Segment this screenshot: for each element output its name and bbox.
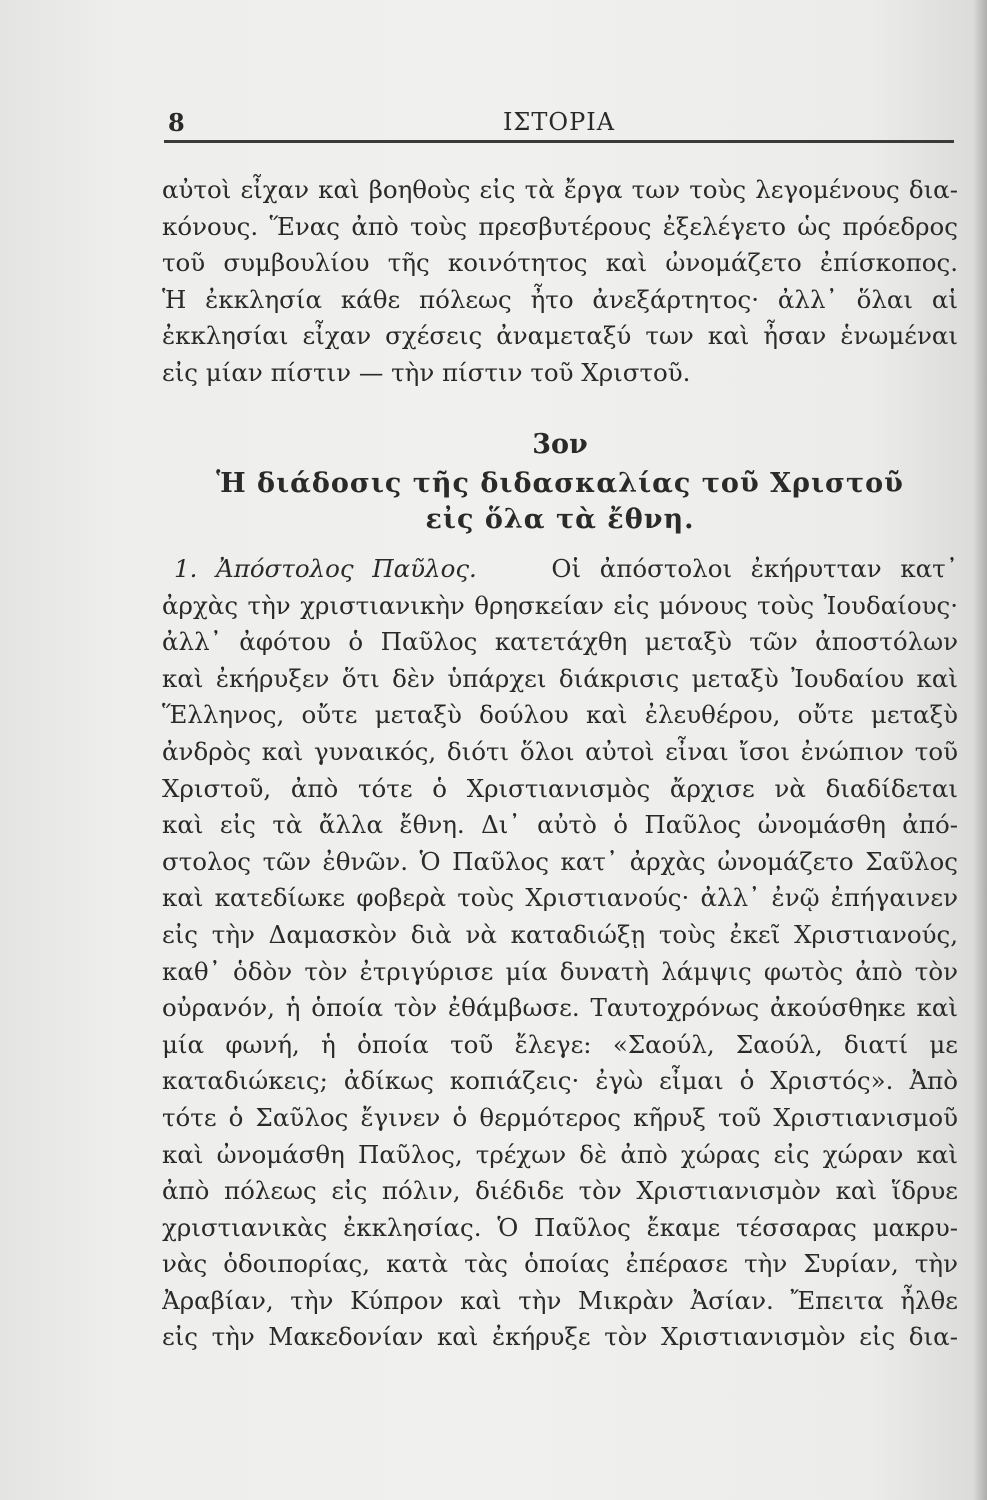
text-line: στολος τῶν ἐθνῶν. Ὁ Παῦλος κατ᾽ ἀρχὰς ὠνομάζετο Σαῦλος: [162, 846, 958, 876]
text-line: καὶ κατεδίωκε φοβερὰ τοὺς Χριστιανούς· ἀλλ᾽ ἐνῷ ἐπήγαινεν: [162, 883, 958, 913]
text-line: αὐτοὶ εἶχαν καὶ βοηθοὺς εἰς τὰ ἔργα των τοὺς λεγομένους δια-: [162, 175, 958, 204]
text-line: οὐρανόν, ἡ ὁποία τὸν ἐθάμβωσε. Ταυτοχρόνως ἀκούσθηκε καὶ: [162, 993, 958, 1023]
text-line: κόνους. Ἕνας ἀπὸ τοὺς πρεσβυτέρους ἐξελέγετο ὡς πρόεδρος: [162, 211, 958, 241]
text-line: εἰς τὴν Μακεδονίαν καὶ ἐκήρυξε τὸν Χριστιανισμὸν εἰς δια-: [162, 1322, 958, 1352]
top-paragraph: [162, 172, 958, 392]
text-line: Ἀραβίαν, τὴν Κύπρον καὶ τὴν Μικρὰν Ἀσίαν. Ἔπειτα ἦλθε: [162, 1285, 958, 1315]
text-line: μία φωνή, ἡ ὁποία τοῦ ἔλεγε: «Σαούλ, Σαούλ, διατί με: [162, 1029, 958, 1059]
section-number: 3ον: [532, 429, 588, 460]
text-line: καὶ ἐκήρυξεν ὅτι δὲν ὑπάρχει διάκρισις μεταξὺ Ἰουδαίου καὶ: [162, 663, 958, 693]
header-rule: [164, 140, 954, 143]
text-line: ἀπὸ πόλεως εἰς πόλιν, διέδιδε τὸν Χριστιανισμὸν καὶ ἵδρυε: [162, 1176, 958, 1206]
text-line: ἀλλ᾽ ἀφότου ὁ Παῦλος κατετάχθη μεταξὺ τῶν ἀποστόλων: [162, 627, 958, 657]
text-line: Χριστοῦ, ἀπὸ τότε ὁ Χριστιανισμὸς ἄρχισε νὰ διαδίδεται: [162, 773, 958, 803]
text-line: ἐκκλησίαι εἶχαν σχέσεις ἀναμεταξύ των καὶ ἦσαν ἑνωμέναι: [162, 321, 958, 351]
page-edge-shadow: [973, 0, 987, 1500]
sub-heading: 1. Ἀπόστολος Παῦλος.: [174, 554, 477, 583]
text-span: Οἱ ἀπόστολοι ἐκήρυτταν κατ᾽: [551, 554, 958, 583]
section-title: [162, 466, 958, 538]
text-line: εἰς τὴν Δαμασκὸν διὰ νὰ καταδιώξῃ τοὺς ἐκεῖ Χριστιανούς,: [162, 919, 958, 949]
text-line: Ἡ ἐκκλησία κάθε πόλεως ἦτο ἀνεξάρτητος· ἀλλ᾽ ὅλαι αἱ: [162, 284, 958, 314]
body-paragraph: [162, 551, 958, 1356]
text-line: ἀνδρὸς καὶ γυναικός, διότι ὅλοι αὐτοὶ εἶναι ἴσοι ἐνώπιον τοῦ: [162, 736, 958, 766]
text-line: εἰς μίαν πίστιν — τὴν πίστιν τοῦ Χριστοῦ.: [162, 357, 691, 387]
text-line: τοῦ συμβουλίου τῆς κοινότητος καὶ ὠνομάζετο ἐπίσκοπος.: [162, 248, 958, 278]
section-title-line: εἰς ὅλα τὰ ἔθνη.: [425, 504, 695, 535]
text-line: καὶ ὠνομάσθη Παῦλος, τρέχων δὲ ἀπὸ χώρας εἰς χώραν καὶ: [162, 1139, 958, 1169]
text-line: καταδιώκεις; ἀδίκως κοπιάζεις· ἐγὼ εἶμαι ὁ Χριστός». Ἀπὸ: [162, 1066, 958, 1096]
page-number: 8: [168, 108, 185, 137]
text-line: χριστιανικὰς ἐκκλησίας. Ὁ Παῦλος ἔκαμε τέσσαρας μακρυ-: [162, 1212, 958, 1242]
running-title: ΙΣΤΟΡΙΑ: [502, 108, 616, 136]
section-title-line: Ἡ διάδοσις τῆς διδασκαλίας τοῦ Χριστοῦ: [216, 468, 904, 499]
text-line: τότε ὁ Σαῦλος ἔγινεν ὁ θερμότερος κῆρυξ τοῦ Χριστιανισμοῦ: [162, 1102, 958, 1132]
text-line: Ἕλληνος, οὔτε μεταξὺ δούλου καὶ ἐλευθέρου, οὔτε μεταξὺ: [162, 700, 958, 730]
text-line: νὰς ὁδοιπορίας, κατὰ τὰς ὁποίας ἐπέρασε τὴν Συρίαν, τὴν: [162, 1249, 958, 1279]
text-line: ἀρχὰς τὴν χριστιανικὴν θρησκείαν εἰς μόνους τοὺς Ἰουδαίους·: [162, 590, 958, 620]
text-line: καὶ εἰς τὰ ἄλλα ἔθνη. Δι᾽ αὐτὸ ὁ Παῦλος ὠνομάσθη ἀπό-: [162, 810, 958, 840]
text-line: καθ᾽ ὁδὸν τὸν ἐτριγύρισε μία δυνατὴ λάμψις φωτὸς ἀπὸ τὸν: [162, 956, 958, 986]
text-line: [162, 551, 958, 588]
